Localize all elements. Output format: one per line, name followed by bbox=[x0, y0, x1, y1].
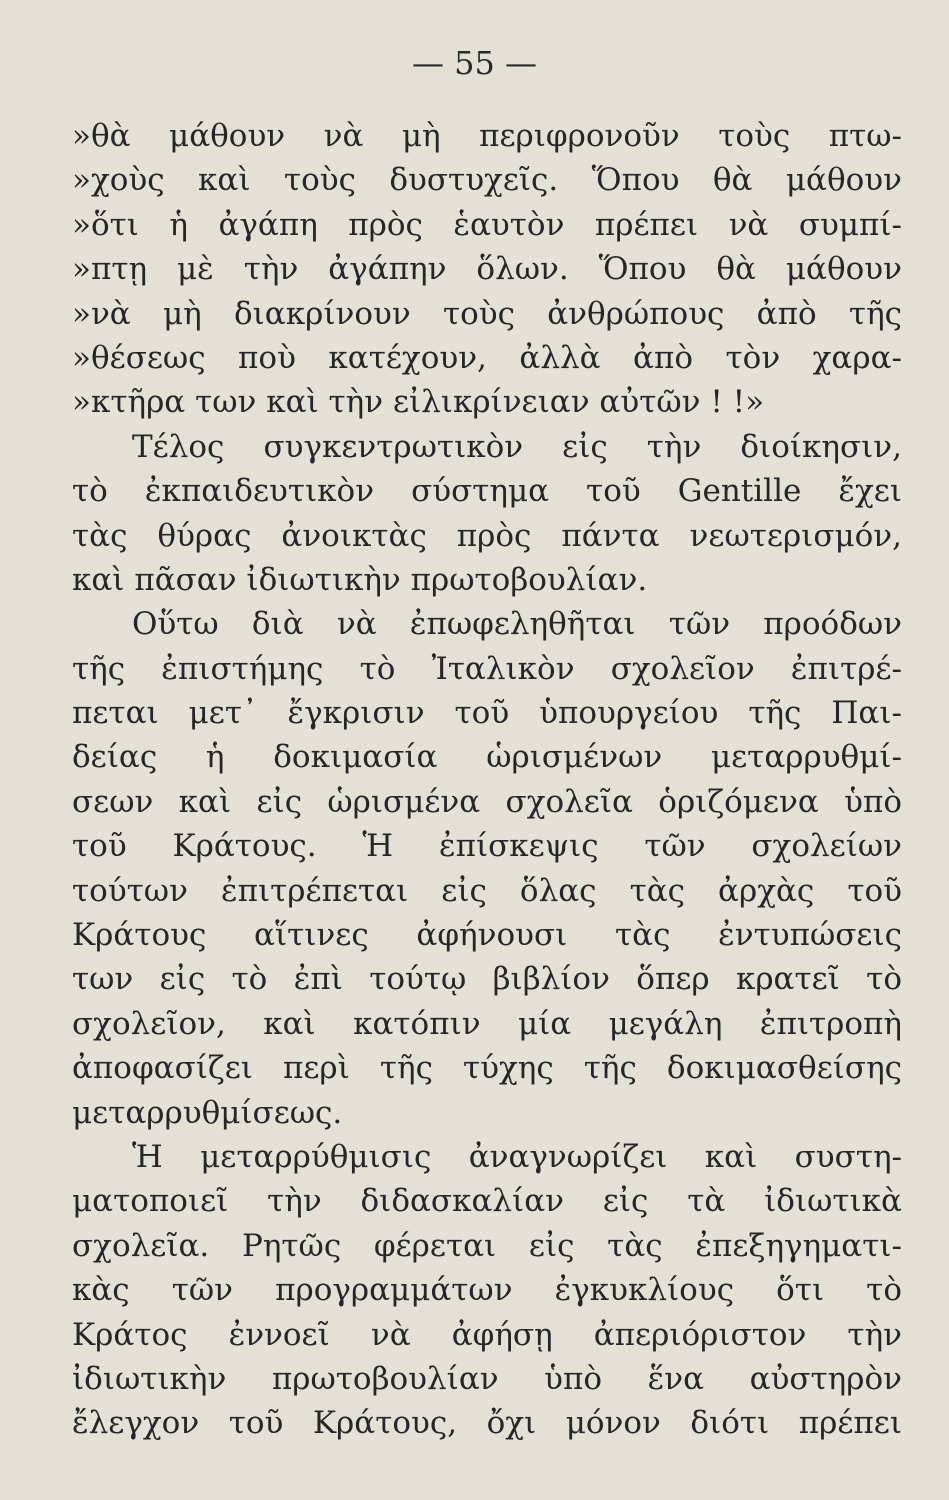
text-line: πεται μετ᾽ ἔγκρισιν τοῦ ὑπουργείου τῆς Παι- bbox=[72, 695, 902, 732]
text-line: σεων καὶ εἰς ὡρισμένα σχολεῖα ὁριζόμενα ὑπὸ bbox=[72, 783, 902, 820]
text-line: τῆς ἐπιστήμης τὸ Ἰταλικὸν σχολεῖον ἐπιτρέ- bbox=[72, 650, 902, 687]
text-line: Τέλος συγκεντρωτικὸν εἰς τὴν διοίκησιν, bbox=[132, 428, 902, 465]
text-line: Κράτος ἐννοεῖ νὰ ἀφήσῃ ἀπεριόριστον τὴν bbox=[72, 1316, 902, 1353]
text-line: τοῦ Κράτους. Ἡ ἐπίσκεψις τῶν σχολείων bbox=[72, 828, 902, 865]
text-line: κὰς τῶν προγραμμάτων ἐγκυκλίους ὅτι τὸ bbox=[72, 1272, 902, 1309]
text-line: »θὰ μάθουν νὰ μὴ περιφρονοῦν τοὺς πτω- bbox=[72, 118, 902, 154]
text-line: »νὰ μὴ διακρίνουν τοὺς ἀνθρώπους ἀπὸ τῆς bbox=[72, 295, 902, 332]
body-text bbox=[72, 114, 902, 1446]
text-line: τὰς θύρας ἀνοικτὰς πρὸς πάντα νεωτερισμόν, bbox=[72, 517, 902, 554]
text-line: μεταρρυθμίσεως. bbox=[72, 1094, 343, 1131]
text-line: ἰδιωτικὴν πρωτοβουλίαν ὑπὸ ἕνα αὐστηρὸν bbox=[72, 1360, 902, 1397]
text-line: »ὅτι ἡ ἀγάπη πρὸς ἑαυτὸν πρέπει νὰ συμπί- bbox=[72, 206, 902, 243]
text-line: »χοὺς καὶ τοὺς δυστυχεῖς. Ὅπου θὰ μάθουν bbox=[72, 162, 902, 199]
text-line: σχολεῖον, καὶ κατόπιν μία μεγάλη ἐπιτροπὴ bbox=[72, 1005, 902, 1042]
text-line: ματοποιεῖ τὴν διδασκαλίαν εἰς τὰ ἰδιωτικὰ bbox=[72, 1183, 902, 1220]
text-line: »θέσεως ποὺ κατέχουν, ἀλλὰ ἀπὸ τὸν χαρα- bbox=[72, 339, 902, 376]
text-line: τούτων ἐπιτρέπεται εἰς ὅλας τὰς ἀρχὰς τοῦ bbox=[72, 872, 902, 909]
text-line: των εἰς τὸ ἐπὶ τούτῳ βιβλίον ὅπερ κρατεῖ τὸ bbox=[72, 961, 902, 998]
text-line: τὸ ἐκπαιδευτικὸν σύστημα τοῦ Gentille ἔχει bbox=[72, 473, 902, 510]
text-line: καὶ πᾶσαν ἰδιωτικὴν πρωτοβουλίαν. bbox=[72, 561, 648, 598]
text-line: ἀποφασίζει περὶ τῆς τύχης τῆς δοκιμασθείσης bbox=[72, 1050, 902, 1087]
text-line: Κράτους αἵτινες ἀφήνουσι τὰς ἐντυπώσεις bbox=[72, 917, 902, 954]
text-line: »πτῃ μὲ τὴν ἀγάπην ὅλων. Ὅπου θὰ μάθουν bbox=[72, 251, 902, 288]
text-line: σχολεῖα. Ρητῶς φέρεται εἰς τὰς ἐπεξηγηματι- bbox=[72, 1227, 902, 1264]
text-line: Οὕτω διὰ νὰ ἐπωφεληθῆται τῶν προόδων bbox=[132, 606, 902, 643]
text-line: »κτῆρα των καὶ τὴν εἰλικρίνειαν αὐτῶν ! !» bbox=[72, 384, 765, 421]
text-line: δείας ἡ δοκιμασία ὡρισμένων μεταρρυθμί- bbox=[72, 739, 902, 776]
text-line: ἔλεγχον τοῦ Κράτους, ὄχι μόνον διότι πρέπει bbox=[72, 1405, 902, 1442]
text-line: Ἡ μεταρρύθμισις ἀναγνωρίζει καὶ συστη- bbox=[132, 1138, 902, 1175]
page-number: — 55 — bbox=[411, 44, 538, 82]
